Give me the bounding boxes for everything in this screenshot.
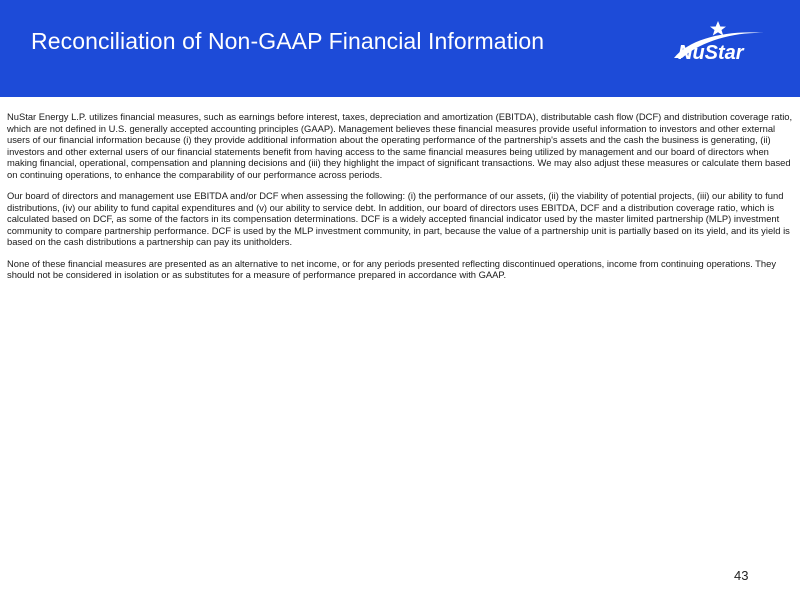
page-number: 43 [734,568,749,583]
body-text [7,111,793,291]
logo-wordmark: NuStar [678,42,744,64]
nustar-logo [668,20,780,68]
star-icon [710,21,726,36]
paragraph-3: None of these financial measures are presented as an alternative to net income, or for any periods presented reflecting discontinued operations, income from continuing operations. They should not be considered in isolation or as substitutes for a measure of performance prepared in accordance with GAAP. [7,257,777,280]
paragraph-1: NuStar Energy L.P. utilizes financial measures, such as earnings before interest, taxes, depreciation and amortization (EBITDA), distributable cash flow (DCF) and distribution coverage ratio, which are not defined in U.S. generally accepted accounting principles (GAAP). Management believes these financial measures provide useful information to investors and other external users of our financial information because (i) they provide additional information about the operating performance of the partnership's assets and the cash the business is generating, (ii) investors and other external users of our financial statements benefit from having access to the same financial measures being utilized by management and our board of directors when making financial, operational, compensation and planning decisions and (iii) they highlight the impact of significant transactions. We may also adjust these measures or calculate them based on continuing operations, to enhance the comparability of our performance across periods. [7,111,793,180]
header-bar [0,0,800,97]
slide-title: Reconciliation of Non-GAAP Financial Information [31,28,545,54]
paragraph-2: Our board of directors and management use EBITDA and/or DCF when assessing the following: (i) the performance of our assets, (ii) the viability of potential projects, (iii) our ability to fund distributions, (iv) our ability to fund capital expenditures and (v) our ability to service debt. In addition, our board of directors uses EBITDA, DCF and a distribution coverage ratio, which is calculated based on DCF, as some of the factors in its compensation determinations. DCF is a widely accepted financial indicator used by the master limited partnership (MLP) investment community to compare partnership performance. DCF is used by the MLP investment community, in part, because the value of a partnership unit is partially based on its yield, and its yield is based on the cash distributions a partnership can pay its unitholders. [7,190,790,247]
